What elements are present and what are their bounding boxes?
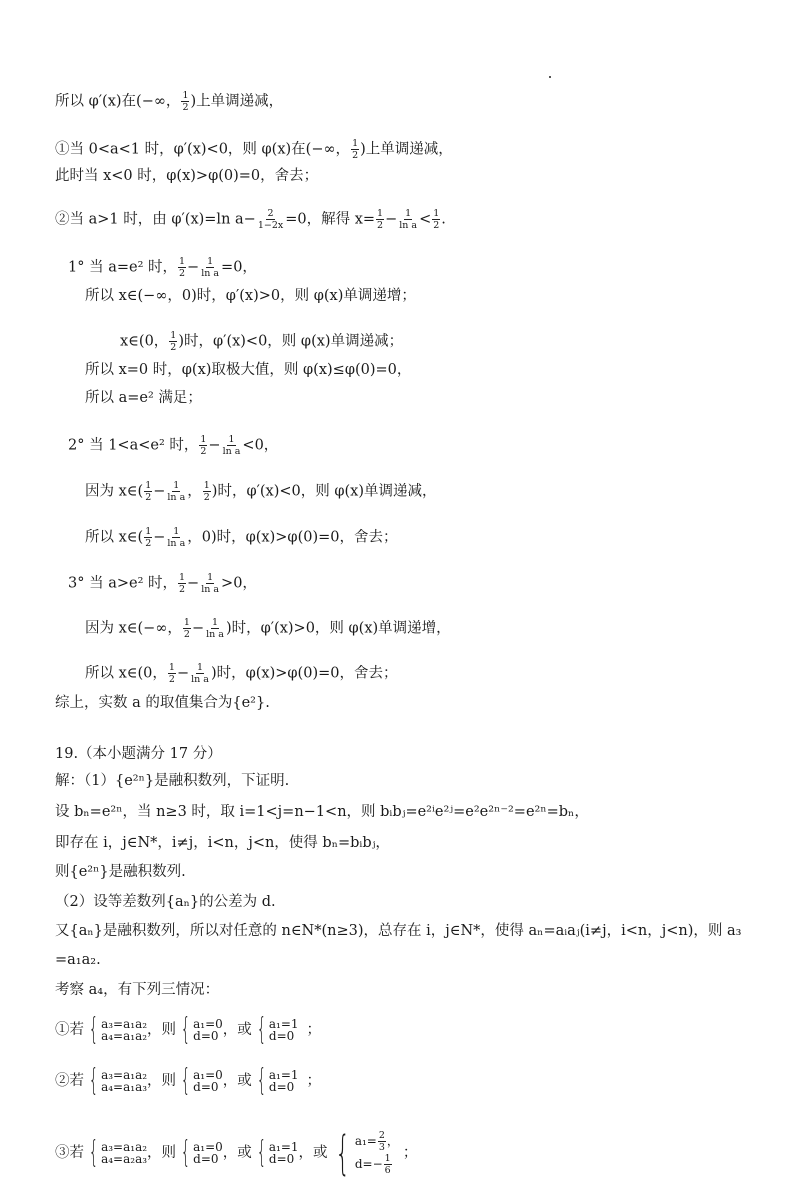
line-14 xyxy=(85,617,451,640)
line-10 xyxy=(68,434,278,457)
text: )上单调递减， xyxy=(190,93,284,110)
text: 3° 当 a>e² 时， xyxy=(68,575,177,592)
case-3 xyxy=(55,1126,418,1180)
fraction-half: $\frac{1}{2}$ xyxy=(203,480,210,503)
line-2 xyxy=(55,138,453,161)
fraction-1-over-ln-a: $\frac{1}{\text{ln a}}$ xyxy=(201,256,220,279)
text: ， xyxy=(187,483,202,500)
text: 因为 x∈( xyxy=(85,483,144,500)
text: x∈(0， xyxy=(120,333,169,350)
text: ③若 xyxy=(55,1145,84,1161)
fraction-1-over-ln-a: $\frac{1}{\text{ln a}}$ xyxy=(167,480,186,503)
fraction-1-over-ln-a: $\frac{1}{\text{ln a}}$ xyxy=(167,526,186,549)
text: =0， xyxy=(221,259,257,276)
line-19: 设 bₙ=e²ⁿ，当 n≥3 时，取 i=1<j=n−1<n，则 bᵢbⱼ=e²ⁱe²ʲ=e²e²ⁿ⁻²=e²ⁿ=bₙ， xyxy=(55,804,589,820)
text: 因为 x∈(−∞， xyxy=(85,620,182,637)
fraction-half: $\frac{1}{2}$ xyxy=(183,617,190,640)
text: )上单调递减， xyxy=(360,141,453,158)
line-3: 此时当 x<0 时，φ(x)>φ(0)=0，舍去； xyxy=(55,168,319,184)
text: ，或 xyxy=(298,1145,328,1161)
text: − xyxy=(208,437,221,454)
line-1 xyxy=(55,90,283,113)
text: 所以 x∈(0， xyxy=(85,665,167,682)
fraction-half: $\frac{1}{2}$ xyxy=(145,480,152,503)
line-13 xyxy=(68,572,257,595)
fraction-1-over-ln-a: $\frac{1}{\text{ln a}}$ xyxy=(399,208,418,231)
line-21: 则{e²ⁿ}是融积数列. xyxy=(55,864,186,880)
system: { a₁=1 d=0 xyxy=(256,1135,299,1170)
text: − xyxy=(153,483,166,500)
line-16: 综上，实数 a 的取值集合为{e²}. xyxy=(55,695,270,711)
line-9: 所以 a=e² 满足； xyxy=(85,390,202,406)
system: { a₁=0 d=0 xyxy=(180,1012,223,1047)
line-8: 所以 x=0 时，φ(x)取极大值，则 φ(x)≤φ(0)=0， xyxy=(85,362,412,378)
text: ，则 xyxy=(147,1145,177,1161)
fraction-half: $\frac{1}{2}$ xyxy=(179,256,186,279)
stray-dot xyxy=(549,76,551,78)
fraction-half: $\frac{1}{2}$ xyxy=(182,90,189,113)
text: <0， xyxy=(242,437,279,454)
text: − xyxy=(385,211,398,228)
case-1 xyxy=(55,1012,322,1047)
fraction-1-over-ln-a: $\frac{1}{\text{ln a}}$ xyxy=(222,434,241,457)
line-22: （2）设等差数列{aₙ}的公差为 d. xyxy=(55,894,276,910)
system: { a₁= $\frac{2}{3}$ ， d=− $\frac{1}{6}$ xyxy=(334,1126,399,1180)
text: )时，φ′(x)<0，则 φ(x)单调递减， xyxy=(211,483,437,500)
fraction-half: $\frac{1}{2}$ xyxy=(170,330,177,353)
system: { a₁=1 d=0 xyxy=(256,1012,299,1047)
case-2 xyxy=(55,1063,322,1098)
line-15 xyxy=(85,662,397,685)
text: )时，φ′(x)>0，则 φ(x)单调递增， xyxy=(225,620,451,637)
text: ①若 xyxy=(55,1022,84,1038)
text: − xyxy=(187,259,200,276)
line-17: 19.（本小题满分 17 分） xyxy=(55,746,222,762)
text: ，则 xyxy=(147,1022,177,1038)
line-25: 考察 a₄，有下列三情况： xyxy=(55,982,220,998)
text: ，则 xyxy=(147,1073,177,1089)
text: − xyxy=(187,575,200,592)
system: { a₃=a₁a₂ a₄=a₁a₂ xyxy=(88,1012,148,1047)
text: )时，φ(x)>φ(0)=0，舍去； xyxy=(210,665,398,682)
text: 所以 x∈( xyxy=(85,529,144,546)
text: 所以 φ′(x)在(−∞， xyxy=(55,93,181,110)
text: ； xyxy=(306,1022,322,1038)
text: − xyxy=(176,665,190,682)
text: < xyxy=(419,211,432,228)
fraction-half: $\frac{1}{2}$ xyxy=(145,526,152,549)
text: 1° 当 a=e² 时， xyxy=(68,259,177,276)
fraction-two-thirds: $\frac{2}{3}$ xyxy=(378,1130,385,1153)
fraction-1-over-ln-a: $\frac{1}{\text{ln a}}$ xyxy=(191,662,209,685)
text: ，或 xyxy=(222,1145,252,1161)
fraction-half: $\frac{1}{2}$ xyxy=(168,662,175,685)
text: . xyxy=(441,211,446,228)
fraction-half: $\frac{1}{2}$ xyxy=(179,572,186,595)
fraction-1-over-ln-a: $\frac{1}{\text{ln a}}$ xyxy=(206,617,224,640)
fraction-1-over-ln-a: $\frac{1}{\text{ln a}}$ xyxy=(201,572,220,595)
line-12 xyxy=(85,526,397,549)
text: ； xyxy=(306,1073,322,1089)
fraction-half: $\frac{1}{2}$ xyxy=(352,138,359,161)
line-23: 又{aₙ}是融积数列，所以对任意的 n∈N*(n≥3)，总存在 i，j∈N*，使得 aₙ=aᵢaⱼ(i≠j，i<n，j<n)，则 a₃ xyxy=(55,923,742,939)
line-6: 所以 x∈(−∞，0)时，φ′(x)>0，则 φ(x)单调递增； xyxy=(85,288,416,304)
fraction-one-sixth: $\frac{1}{6}$ xyxy=(384,1153,391,1176)
text: ，0)时，φ(x)>φ(0)=0，舍去； xyxy=(187,529,398,546)
text: >0， xyxy=(221,575,257,592)
text: ，或 xyxy=(222,1073,252,1089)
text: − xyxy=(153,529,166,546)
line-11 xyxy=(85,480,437,503)
text: =0，解得 x= xyxy=(285,211,376,228)
line-24: =a₁a₂. xyxy=(55,952,101,968)
text: ②若 xyxy=(55,1073,84,1089)
line-4 xyxy=(55,208,446,231)
line-5 xyxy=(68,256,257,279)
system: { a₃=a₁a₂ a₄=a₂a₃ xyxy=(88,1135,148,1170)
line-18: 解：（1）{e²ⁿ}是融积数列，下证明. xyxy=(55,773,290,789)
fraction-half: $\frac{1}{2}$ xyxy=(200,434,207,457)
text: ，或 xyxy=(222,1022,252,1038)
text: )时，φ′(x)<0，则 φ(x)单调递减； xyxy=(178,333,404,350)
text: ； xyxy=(402,1145,418,1161)
text: ①当 0<a<1 时，φ′(x)<0，则 φ(x)在(−∞， xyxy=(55,141,351,158)
fraction-half: $\frac{1}{2}$ xyxy=(377,208,384,231)
line-7 xyxy=(120,330,403,353)
system: { a₃=a₁a₂ a₄=a₁a₃ xyxy=(88,1063,148,1098)
fraction-2-over-1-2x: $\frac{2}{1-2x}$ xyxy=(257,208,284,231)
system: { a₁=0 d=0 xyxy=(180,1135,223,1170)
line-20: 即存在 i，j∈N*，i≠j，i<n，j<n，使得 bₙ=bᵢbⱼ， xyxy=(55,835,390,851)
text: 2° 当 1<a<e² 时， xyxy=(68,437,199,454)
text: − xyxy=(191,620,205,637)
system: { a₁=1 d=0 xyxy=(256,1063,299,1098)
system: { a₁=0 d=0 xyxy=(180,1063,223,1098)
text: ②当 a>1 时，由 φ′(x)=ln a− xyxy=(55,211,256,228)
fraction-half: $\frac{1}{2}$ xyxy=(433,208,440,231)
